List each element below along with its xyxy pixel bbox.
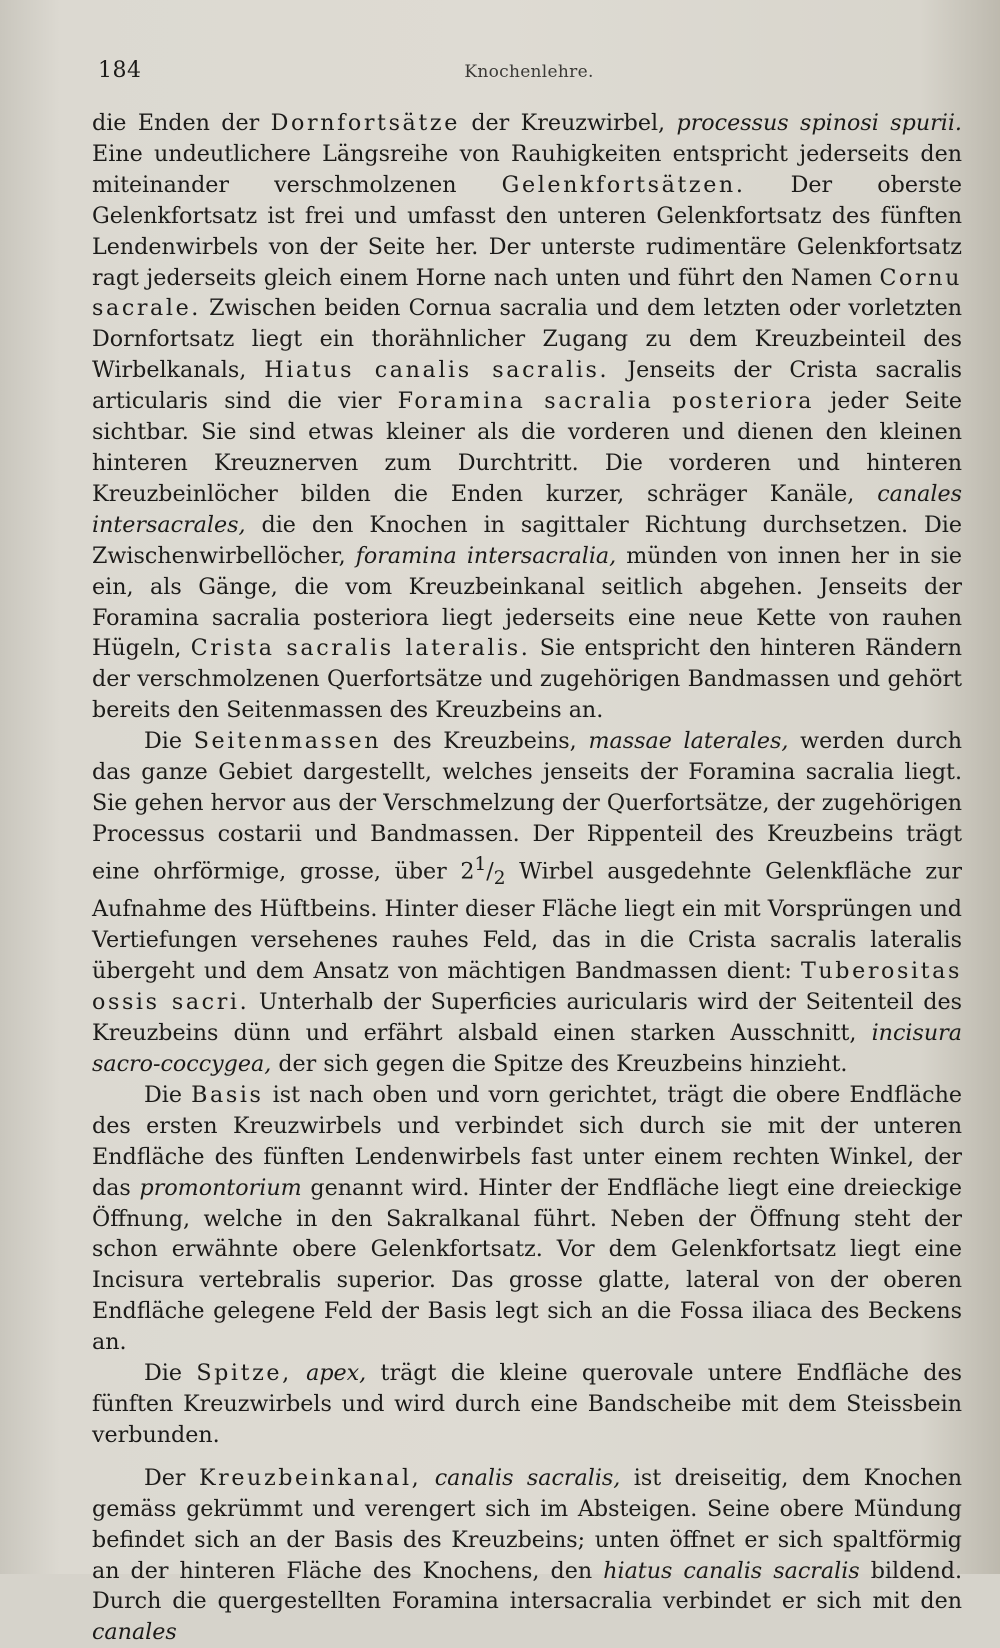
italic-term: apex, [306, 1360, 367, 1387]
paragraph-dornfortsaetze [92, 108, 962, 726]
text-run: Der oberste Gelenkfortsatz ist frei und umfasst den unteren Gelenkfortsatz des fünften Lendenwirbels von der Seite her. Der unterste rudimentäre Gelenkfortsatz ragt jederseits gleich einem Horne nach unten und führt den Namen [92, 171, 962, 291]
text-run: der Kreuzwirbel, [459, 110, 677, 136]
text-run: jeder Seite sichtbar. Sie sind etwas kleiner als die vorderen und dienen den kleinen hinteren Kreuznerven zum Durchtritt. Die vorderen und hinteren Kreuzbeinlöcher bilden die Enden kurzer, schräger Kanäle, [92, 388, 962, 507]
fraction-denominator: 2 [493, 867, 506, 889]
spaced-term: Basis [191, 1081, 264, 1108]
text-run: Unterhalb der Superficies auricularis wird der Seitenteil des Kreuzbeins dünn und erfährt alsbald einen starken Ausschnitt, [92, 989, 962, 1047]
spaced-term: Gelenkfortsätzen. [501, 171, 746, 198]
text-run: die Enden der [92, 110, 271, 136]
text-run: ist nach oben und vorn gerichtet, trägt die obere Endfläche des ersten Kreuzwirbels und verbindet sich durch sie mit der unteren Endfläche des fünften Lendenwirbels fast unter einem rechten Winkel, der das [92, 1081, 962, 1201]
italic-term: incisura sacro-coccygea, [92, 1020, 962, 1078]
italic-term: processus spinosi spurii. [676, 110, 962, 136]
page-number: 184 [98, 58, 142, 83]
text-run: genannt wird. Hinter der Endfläche liegt eine dreieckige Öffnung, welche in den Sakralkanal führt. Neben der Öffnung steht der schon erwähnte obere Gelenkfortsatz. Vor dem Gelenkfortsatz liegt eine Incisura vertebralis superior. Das grosse glatte, lateral von der oberen Endfläche gelegene Feld der Basis legt sich an die Fossa iliaca des Beckens an. [92, 1174, 962, 1356]
paragraph-spitze [92, 1358, 962, 1451]
text-run: Sie entspricht den hinteren Rändern der verschmolzenen Querfortsätze und zugehörigen Bandmassen und gehört bereits den Seitenmassen des Kreuzbeins an. [92, 635, 962, 724]
text-run: Zwischen beiden Cornua sacralia und dem letzten oder vorletzten Dornfortsatz liegt ein thorähnlicher Zugang zu dem Kreuzbeinteil des Wirbelkanals, [92, 295, 962, 384]
italic-term: canalis sacralis, [434, 1464, 621, 1491]
running-title: Knochenlehre. [464, 62, 594, 82]
spaced-term: Kreuzbeinkanal, [198, 1464, 422, 1491]
spaced-term: Foramina sacralia posteriora [397, 388, 815, 415]
page-header [98, 58, 960, 88]
text-run: ist dreiseitig, dem Knochen gemäss gekrümmt und verengert sich im Absteigen. Seine obere Mündung befindet sich an der Basis des Kreuzbeins; unten öffnet er sich spaltförmig an der hinteren Fläche des Knochens, den [92, 1464, 962, 1584]
spaced-term: Crista sacralis lateralis. [190, 635, 531, 662]
text-run: münden von innen her in sie ein, als Gänge, die vom Kreuzbeinkanal seitlich abgehen. Jenseits der Foramina sacralia posteriora liegt jederseits eine neue Kette von rauhen Hügeln, [92, 542, 962, 662]
text-run: die den Knochen in sagittaler Richtung durchsetzen. Die Zwischenwirbellöcher, [92, 511, 962, 569]
text-run: Jenseits der Crista sacralis articularis sind die vier [92, 357, 963, 415]
italic-term: canales intersacrales, [92, 480, 962, 538]
text-run [421, 1465, 434, 1491]
italic-term: massae laterales, [588, 728, 789, 755]
spaced-term: Hiatus canalis sacralis. [264, 357, 610, 384]
body-text [92, 108, 962, 1648]
spaced-term: Spitze, [196, 1360, 292, 1387]
text-run: Eine undeutlichere Längsreihe von Rauhigkeiten entspricht jederseits den miteinander verschmolzenen [92, 140, 962, 198]
text-run: trägt die kleine querovale untere Endfläche des fünften Kreuzwirbels und wird durch eine Bandscheibe mit dem Steissbein verbunden. [92, 1360, 962, 1448]
spaced-term: Seitenmassen [193, 728, 382, 755]
italic-term: promontorium [139, 1174, 302, 1201]
paragraph-kreuzbeinkanal [92, 1463, 962, 1648]
paragraph-basis [92, 1080, 962, 1358]
fraction-numerator: 1 [474, 853, 487, 875]
italic-term: canales [92, 1619, 177, 1646]
text-run: Wirbel ausgedehnte Gelenkfläche zur Aufnahme des Hüftbeins. Hinter dieser Fläche liegt ein mit Vorsprüngen und Vertiefungen versehenes rauhes Feld, das in die Crista sacralis lateralis übergeht und dem Ansatz von mächtigen Bandmassen dient: [92, 858, 962, 985]
italic-term: foramina intersacralia, [355, 542, 617, 569]
paragraph-seitenmassen [92, 726, 962, 1080]
spaced-term: Cornu sacrale. [92, 264, 962, 322]
text-run: Der [144, 1464, 199, 1491]
text-run: bildend. Durch die quergestellten Foramina intersacralia verbindet er sich mit den [92, 1557, 963, 1615]
text-run: Die [144, 1360, 197, 1387]
text-run [292, 1360, 306, 1386]
spaced-term: Tuberositas ossis sacri. [92, 958, 962, 1016]
fraction-slash: / [486, 858, 494, 885]
italic-term: hiatus canalis sacralis [603, 1557, 860, 1584]
text-run: werden durch das ganze Gebiet dargestellt, welches jenseits der Foramina sacralia liegt. Sie gehen hervor aus der Verschmelzung der Querfortsätze, der zugehörigen Processus costarii und Bandmassen. Der Rippenteil des Kreuzbeins trägt eine ohrförmige, grosse, über 2 [92, 728, 962, 885]
text-run: des Kreuzbeins, [381, 728, 589, 755]
text-run: Die [144, 1081, 192, 1108]
spaced-term: Dornfortsätze [270, 110, 460, 136]
text-run: der sich gegen die Spitze des Kreuzbeins hinzieht. [271, 1051, 848, 1078]
text-run: Die [144, 728, 194, 755]
